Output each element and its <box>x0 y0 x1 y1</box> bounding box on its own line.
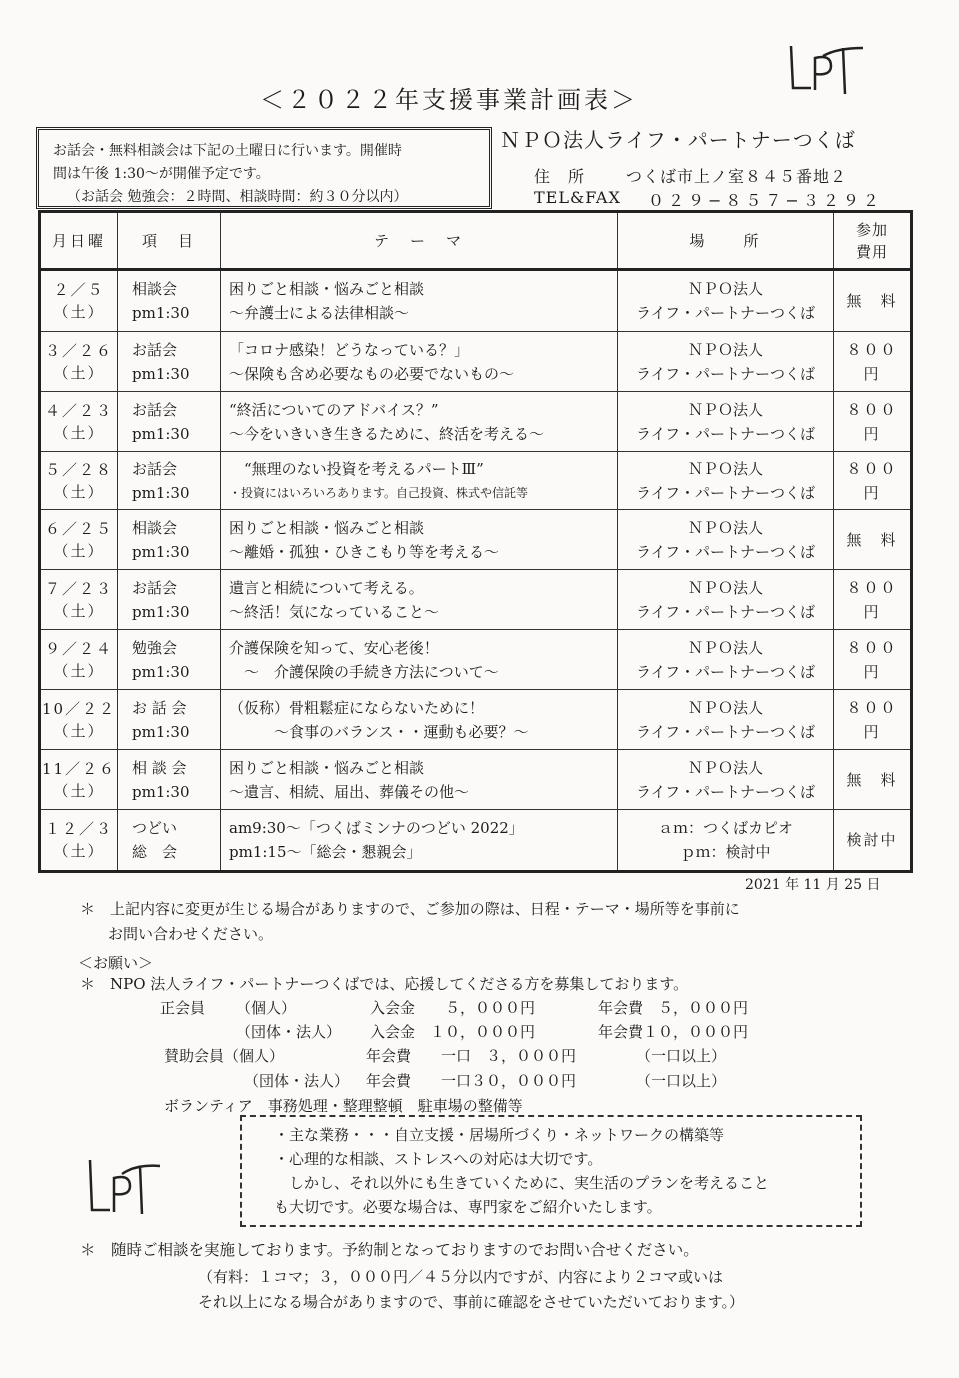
date-line: ３／２６ <box>44 341 113 360</box>
fee-cell <box>834 392 912 452</box>
date-line: （土） <box>53 363 105 382</box>
activities-line: も大切です。必要な場合は、専門家をご紹介いたします。 <box>274 1198 662 1216</box>
fee-cell <box>834 270 912 332</box>
address-label: 住 所 <box>534 167 586 186</box>
item-cell <box>118 570 221 630</box>
schedule-notice-box <box>36 127 492 209</box>
tel-fax-label: TEL&FAX <box>534 188 621 207</box>
header-venue: 場 所 <box>618 212 834 270</box>
consultation-fee-note: （有料：１コマ；３，０００円／４５分以内ですが、内容により２コマ或いは <box>198 1268 724 1286</box>
request-intro: ＊ NPO 法人ライフ・パートナーつくばでは、応援してくださる方を募集しております。 <box>80 975 689 993</box>
item-line: 相 談 会 <box>132 758 187 777</box>
tel-fax-value: ０２９−８５７−３２９２ <box>648 191 883 210</box>
theme-line: 「コロナ感染！どうなっている？」 <box>229 340 470 359</box>
date-cell <box>40 332 118 392</box>
fee-cell <box>834 690 912 750</box>
date-line: （土） <box>53 303 105 321</box>
notice-line: （お話会 勉強会：２時間、相談時間：約３０分以内） <box>67 189 408 205</box>
fee-line: ８００ <box>846 578 898 597</box>
issued-date: 2021 年 11 月 25 日 <box>745 877 881 893</box>
date-line: 11／２６ <box>41 759 117 778</box>
date-cell <box>40 270 118 332</box>
item-line: 勉強会 <box>132 638 178 657</box>
venue-line: ａｍ：つくばカピオ <box>657 819 793 837</box>
date-line: （土） <box>53 423 105 442</box>
address-value: つくば市上ノ室８４５番地２ <box>626 167 848 186</box>
date-cell <box>40 750 118 810</box>
theme-cell <box>221 452 618 510</box>
item-line: お話会 <box>132 400 178 419</box>
theme-line: 〜離婚・孤独・ひきこもり等を考える〜 <box>229 542 500 561</box>
item-line: pm1:30 <box>132 483 190 502</box>
venue-cell <box>618 510 834 570</box>
table-row <box>40 270 912 332</box>
theme-line: 介護保険を知って、安心老後！ <box>229 638 439 657</box>
fee-line: 無 料 <box>846 530 898 549</box>
regular-corporate: （団体・法人） <box>236 1023 342 1041</box>
header-theme: テ ー マ <box>221 212 618 270</box>
item-line: お話会 <box>132 340 178 359</box>
fee-cell <box>834 452 912 510</box>
theme-line: （仮称）骨粗鬆症にならないために！ <box>229 698 485 717</box>
change-notice: ＊ 上記内容に変更が生じる場合がありますので、ご参加の際は、日程・テーマ・場所等を事前に <box>80 900 740 918</box>
item-cell <box>118 810 221 872</box>
lpt-logo-top <box>785 38 867 104</box>
fee-line: ８００ <box>846 698 898 717</box>
date-line: （土） <box>53 721 105 740</box>
header-date: 月日曜 <box>40 212 118 270</box>
support-corporate: （団体・法人） <box>244 1072 350 1090</box>
venue-line: ＮＰＯ法人 <box>687 400 763 419</box>
venue-cell <box>618 630 834 690</box>
table-row <box>40 332 912 392</box>
theme-line: 〜弁護士による法律相談〜 <box>229 304 410 322</box>
theme-line: 遺言と相続について考える。 <box>229 578 424 597</box>
venue-line: ライフ・パートナーつくば <box>635 722 816 741</box>
theme-line: am9:30〜「つくばミンナのつどい 2022」 <box>229 819 524 837</box>
date-line: （土） <box>53 842 105 860</box>
regular-corporate-annual-fee: 年会費１０，０００円 <box>598 1023 749 1041</box>
theme-cell <box>221 570 618 630</box>
venue-line: ＮＰＯ法人 <box>687 518 763 537</box>
support-individual-fee: 年会費 一口 ３，０００円 <box>366 1047 577 1065</box>
fee-line: ８００ <box>846 340 898 359</box>
item-line: 相談会 <box>132 518 178 537</box>
theme-line: 〜 介護保険の手続き方法について〜 <box>229 662 499 681</box>
fee-cell <box>834 510 912 570</box>
item-line: お話会 <box>132 459 178 478</box>
support-corporate-fee: 年会費 一口３０，０００円 <box>366 1072 577 1090</box>
date-line: （土） <box>53 601 105 620</box>
venue-line: ライフ・パートナーつくば <box>635 782 816 801</box>
theme-line: “無理のない投資を考えるパートⅢ” <box>229 459 484 478</box>
item-line: つどい <box>132 819 178 837</box>
venue-line: ＮＰＯ法人 <box>687 340 763 359</box>
regular-member-label: 正会員 <box>160 999 206 1017</box>
item-line: お話会 <box>132 578 178 597</box>
item-cell <box>118 332 221 392</box>
activities-line: しかし、それ以外にも生きていくために、実生活のプランを考えること <box>274 1174 770 1192</box>
item-cell <box>118 630 221 690</box>
theme-cell <box>221 810 618 872</box>
regular-corporate-entry-fee: 入会金 １０，０００円 <box>370 1023 536 1041</box>
venue-line: ライフ・パートナーつくば <box>635 424 816 443</box>
regular-individual-annual-fee: 年会費 ５，０００円 <box>598 999 749 1017</box>
notice-line: お話会・無料相談会は下記の土曜日に行います。開催時 <box>53 143 402 159</box>
fee-cell <box>834 332 912 392</box>
fee-line: ８００ <box>846 459 898 478</box>
date-line: ９／２４ <box>44 639 113 658</box>
item-line: pm1:30 <box>132 304 190 322</box>
venue-line: ＮＰＯ法人 <box>687 280 763 298</box>
fee-cell <box>834 630 912 690</box>
date-cell <box>40 810 118 872</box>
fee-line: 無 料 <box>846 770 898 789</box>
item-line: pm1:30 <box>132 662 190 681</box>
venue-line: ＮＰＯ法人 <box>687 698 763 717</box>
fee-cell <box>834 810 912 872</box>
table-row <box>40 392 912 452</box>
theme-line: 困りごと相談・悩みごと相談 <box>229 280 425 298</box>
item-line: 総 会 <box>132 843 178 861</box>
date-line: １２／３ <box>44 820 113 838</box>
date-line: （土） <box>53 482 105 501</box>
fee-cell <box>834 570 912 630</box>
theme-cell <box>221 690 618 750</box>
notice-line: 間は午後 1:30〜が開催予定です。 <box>53 166 270 182</box>
theme-cell <box>221 270 618 332</box>
date-line: ７／２３ <box>44 579 113 598</box>
venue-line: ライフ・パートナーつくば <box>635 662 816 681</box>
date-line: （土） <box>53 661 105 680</box>
fee-line: 円 <box>863 483 881 502</box>
lpt-logo-bottom <box>82 1152 164 1226</box>
theme-cell <box>221 510 618 570</box>
header-fee-line: 参加 <box>855 220 888 239</box>
theme-line: pm1:15〜「総会・懇親会」 <box>229 843 422 861</box>
venue-cell <box>618 332 834 392</box>
theme-line: 〜今をいきいき生きるために、終活を考える〜 <box>229 424 545 443</box>
header-fee-line: 費用 <box>855 242 888 261</box>
theme-cell <box>221 750 618 810</box>
venue-line: ライフ・パートナーつくば <box>635 304 816 322</box>
venue-line: ライフ・パートナーつくば <box>635 364 816 383</box>
theme-cell <box>221 392 618 452</box>
date-line: ６／２５ <box>44 519 113 538</box>
item-cell <box>118 392 221 452</box>
venue-line: ライフ・パートナーつくば <box>635 483 816 502</box>
venue-line: ＮＰＯ法人 <box>687 459 763 478</box>
table-row <box>40 690 912 750</box>
date-line: 10／２２ <box>41 699 117 718</box>
support-individual-note: （一口以上） <box>636 1047 727 1065</box>
table-row <box>40 570 912 630</box>
header-item: 項 目 <box>118 212 221 270</box>
fee-line: 検討中 <box>846 831 898 849</box>
theme-line: ・投資にはいろいろあります。自己投資、株式や信託等 <box>229 485 529 500</box>
theme-line: 〜終活！気になっていること〜 <box>229 602 440 621</box>
table-header-row <box>40 212 912 270</box>
document-title: ＜２０２２年支援事業計画表＞ <box>260 86 638 114</box>
change-notice-cont: お問い合わせください。 <box>108 925 274 943</box>
regular-individual: （個人） <box>236 999 297 1017</box>
item-line: pm1:30 <box>132 782 190 801</box>
item-line: pm1:30 <box>132 542 190 561</box>
table-row <box>40 510 912 570</box>
date-cell <box>40 510 118 570</box>
support-member-label: 賛助会員（個人） <box>164 1047 285 1065</box>
fee-line: 無 料 <box>846 292 898 310</box>
venue-cell <box>618 570 834 630</box>
date-line: ２／５ <box>53 281 105 299</box>
fee-line: 円 <box>863 722 881 741</box>
venue-cell <box>618 690 834 750</box>
schedule-table <box>38 210 913 873</box>
table-row <box>40 630 912 690</box>
date-cell <box>40 452 118 510</box>
item-line: 相談会 <box>132 280 178 298</box>
theme-line: 困りごと相談・悩みごと相談 <box>229 758 425 777</box>
date-cell <box>40 570 118 630</box>
theme-line: 困りごと相談・悩みごと相談 <box>229 518 425 537</box>
date-cell <box>40 690 118 750</box>
item-line: お 話 会 <box>132 698 187 717</box>
date-line: （土） <box>53 541 105 560</box>
venue-cell <box>618 270 834 332</box>
fee-line: 円 <box>863 424 881 443</box>
volunteer-line: ボランティア 事務処理・整理整頓 駐車場の整備等 <box>164 1097 523 1115</box>
date-cell <box>40 630 118 690</box>
activities-line: ・心理的な相談、ストレスへの対応は大切です。 <box>274 1150 603 1168</box>
venue-line: ＮＰＯ法人 <box>687 578 763 597</box>
venue-cell <box>618 750 834 810</box>
date-line: （土） <box>53 781 105 800</box>
activities-box <box>240 1115 862 1227</box>
item-line: pm1:30 <box>132 424 190 443</box>
theme-line: “終活についてのアドバイス？” <box>229 400 439 419</box>
item-cell <box>118 270 221 332</box>
fee-line: ８００ <box>846 638 898 657</box>
fee-cell <box>834 750 912 810</box>
date-line: ５／２８ <box>44 460 113 479</box>
theme-line: 〜保険も含め必要なもの必要でないもの〜 <box>229 364 515 383</box>
item-line: pm1:30 <box>132 722 190 741</box>
table-row <box>40 750 912 810</box>
theme-line: 〜遺言、相続、届出、葬儀その他〜 <box>229 782 470 801</box>
fee-line: 円 <box>863 662 881 681</box>
venue-line: ＮＰＯ法人 <box>687 758 763 777</box>
support-corporate-note: （一口以上） <box>636 1072 727 1090</box>
fee-line: 円 <box>863 602 881 621</box>
theme-line: 〜食事のバランス・・運動も必要？〜 <box>229 722 529 741</box>
table-row <box>40 452 912 510</box>
header-fee <box>834 212 912 270</box>
item-cell <box>118 510 221 570</box>
consultation-notice: ＊ 随時ご相談を実施しております。予約制となっておりますのでお問い合せください。 <box>80 1241 699 1259</box>
venue-cell <box>618 392 834 452</box>
venue-line: ＮＰＯ法人 <box>687 638 763 657</box>
venue-cell <box>618 452 834 510</box>
activities-line: ・主な業務・・・自立支援・居場所づくり・ネットワークの構築等 <box>274 1126 725 1144</box>
table-row <box>40 810 912 872</box>
fee-line: ８００ <box>846 400 898 419</box>
consultation-fee-note-cont: それ以上になる場合がありますので、事前に確認をさせていただいております。） <box>198 1293 745 1311</box>
venue-cell <box>618 810 834 872</box>
theme-cell <box>221 630 618 690</box>
request-heading: ＜お願い＞ <box>78 954 154 972</box>
venue-line: ライフ・パートナーつくば <box>635 602 816 621</box>
venue-line: ｐｍ：検討中 <box>680 843 771 861</box>
item-line: pm1:30 <box>132 602 190 621</box>
date-cell <box>40 392 118 452</box>
item-cell <box>118 452 221 510</box>
venue-line: ライフ・パートナーつくば <box>635 542 816 561</box>
item-cell <box>118 750 221 810</box>
organization-name: ＮＰＯ法人ライフ・パートナーつくば <box>500 128 856 152</box>
item-cell <box>118 690 221 750</box>
regular-individual-entry-fee: 入会金 ５，０００円 <box>370 999 536 1017</box>
item-line: pm1:30 <box>132 364 190 383</box>
date-line: ４／２３ <box>44 401 113 420</box>
fee-line: 円 <box>863 364 881 383</box>
theme-cell <box>221 332 618 392</box>
